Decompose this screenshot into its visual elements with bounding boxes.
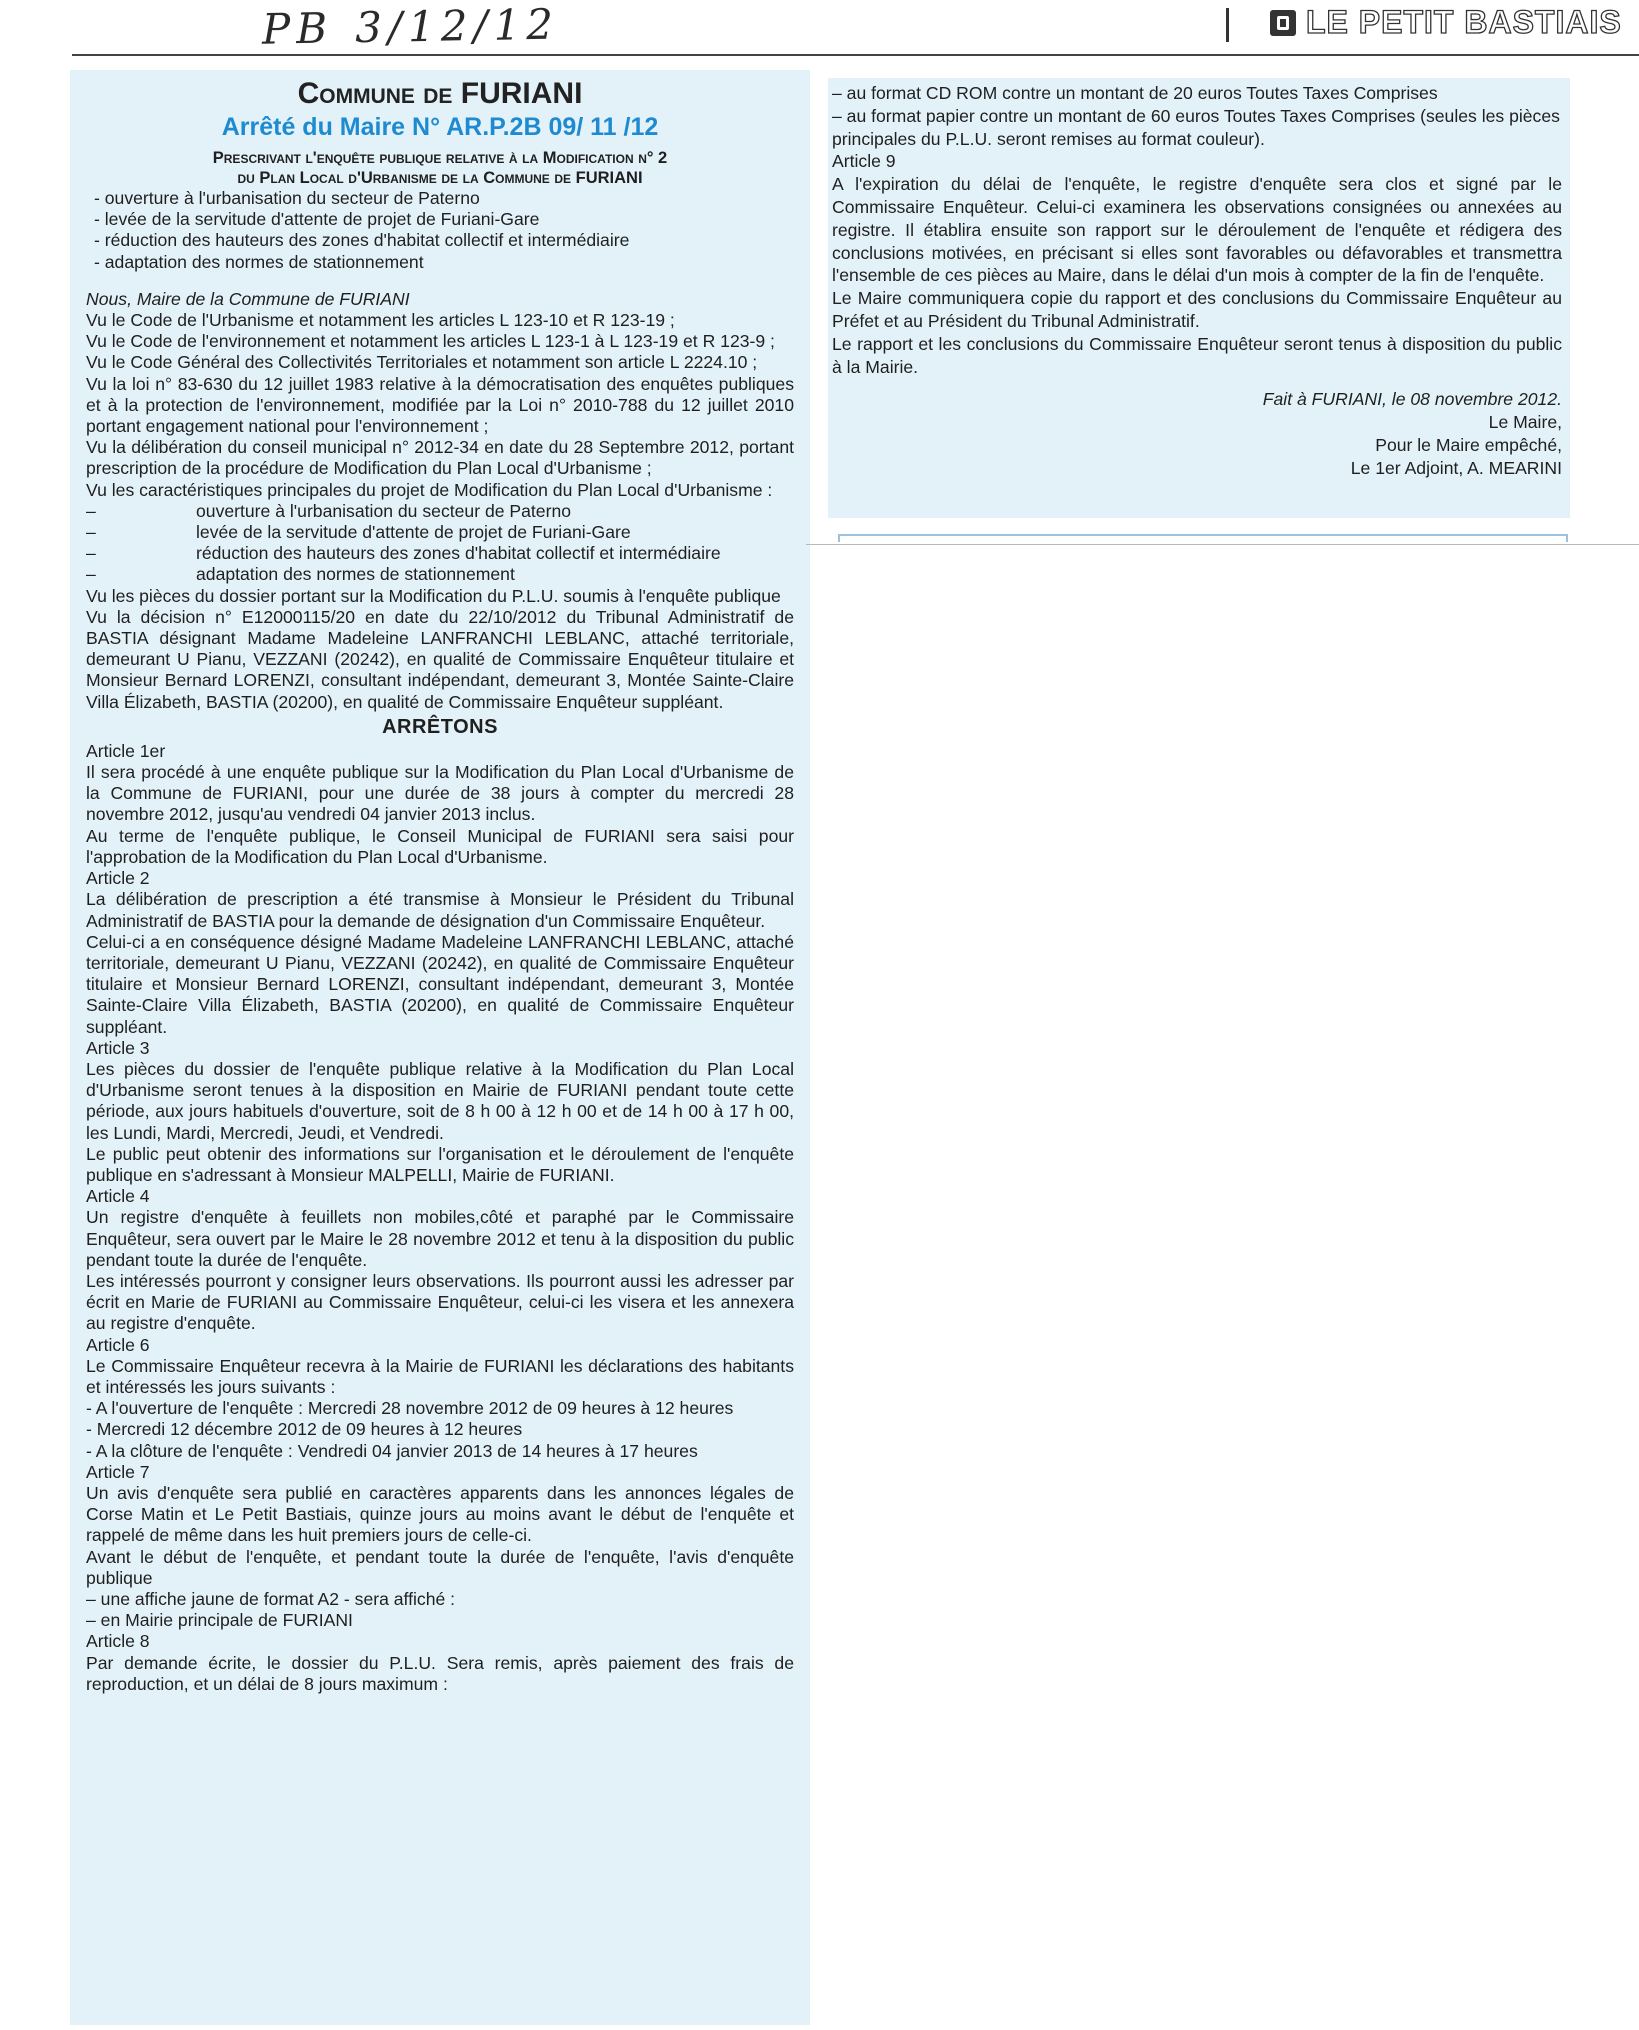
article-paragraph: Il sera procédé à une enquête publique sur la Modification du Plan Local d'Urbanisme de la Commune de FURIANI, pour une durée de 38 jours à compter du mercredi 28 novembre 2012, jusqu'au vendredi 04 janvier 2013 inclus. [86,762,794,825]
objective-item: - levée de la servitude d'attente de projet de Furiani-Gare [94,209,540,230]
considerant: Vu les caractéristiques principales du projet de Modification du Plan Local d'Urbanisme : [86,479,773,500]
publication-name: LE PETIT BASTIAIS [1306,4,1622,40]
article-paragraph: Un avis d'enquête sera publié en caractères apparents dans les annonces légales de Corse Matin et Le Petit Bastiais, quinze jours au moins avant le début de l'enquête et rappelé de même dans les huit premiers jours de celle-ci. [86,1482,794,1546]
objective-item: - adaptation des normes de stationnement [94,251,424,272]
objective-item: - ouverture à l'urbanisation du secteur de Paterno [94,188,480,208]
considerant: Vu la décision n° E12000115/20 en date du 22/10/2012 du Tribunal Administratif de BASTIA désignant Madame Madeleine LANFRANCHI LEBLANC, attaché territoriale, demeurant U Pianu, VEZZANI (20242), en qualité de Commissaire Enquêteur titulaire et Monsieur Bernard LORENZI, consultant indépendant, demeurant 3, Montée Sainte-Claire Villa Élizabeth, BASTIA (20200), en qualité de Commissaire Enquêteur suppléant. [86,606,794,712]
newspaper-logo-icon [1270,10,1296,36]
article-paragraph: A l'expiration du délai de l'enquête, le registre d'enquête sera clos et signé par le Commissaire Enquêteur. Celui-ci examinera les observations consignées ou annexées au registre. Il établira ensuite son rapport sur le déroulement de l'enquête et rédigera des conclusions motivées, en précisant si elles sont favorables ou défavorables et transmettra l'ensemble de ces pièces au Maire, dans le délai d'un mois à compter de la fin de l'enquête. [832,174,1562,286]
notice-right-column [828,78,1570,518]
signature-place-date: Fait à FURIANI, le 08 novembre 2012. [1262,389,1562,410]
signature-block [832,388,1562,479]
article-paragraph: Le rapport et les conclusions du Commissaire Enquêteur seront tenus à disposition du public à la Mairie. [832,333,1562,377]
brand-separator [1226,8,1229,42]
article-heading: Article 9 [832,151,896,172]
publication-logo [1270,4,1622,41]
article-paragraph: Les pièces du dossier de l'enquête publique relative à la Modification du Plan Local d'Urbanisme seront tenues à la disposition en Mairie de FURIANI pendant toute cette période, aux jours habituels d'ouverture, soit de 8 h 00 à 12 h 00 et de 14 h 00 à 17 h 00, les Lundi, Mardi, Mercredi, Jeudi, et Vendredi. [86,1058,794,1143]
article-heading: Article 1er [86,740,166,761]
column-rule [806,544,1639,545]
considerant: Vu la délibération du conseil municipal n° 2012-34 en date du 28 Septembre 2012, portant prescription de la procédure de Modification du Plan Local d'Urbanisme ; [86,437,794,479]
considerant: Vu le Code Général des Collectivités Territoriales et notamment son article L 2224.10 ; [86,352,758,373]
objective-item: - réduction des hauteurs des zones d'habitat collectif et intermédiaire [94,230,630,251]
adjacent-frame [838,534,1568,542]
signature-for-mayor: Pour le Maire empêché, [1375,434,1562,455]
notice-subtitle: Arrêté du Maire N° AR.P.2B 09/ 11 /12 [221,113,659,141]
article-paragraph: - A la clôture de l'enquête : Vendredi 04 janvier 2013 de 14 heures à 17 heures [86,1440,698,1461]
article-paragraph: La délibération de prescription a été transmise à Monsieur le Président du Tribunal Administratif de BASTIA pour la demande de désignation d'un Commissaire Enquêteur. [86,889,794,931]
feature-item: – levée de la servitude d'attente de projet de Furiani-Gare [86,522,631,543]
objectives-list [86,188,794,273]
article-paragraph: Les intéressés pourront y consigner leurs observations. Ils pourront aussi les adresser par écrit en Marie de FURIANI au Commissaire Enquêteur, celui-ci les visera et les annexera au registre d'enquête. [86,1270,794,1334]
arretons-heading: ARRÊTONS [382,715,498,738]
considerant: Vu le Code de l'environnement et notamment les articles L 123-1 à L 123-19 et R 123-9 ; [86,331,775,352]
article-heading: Article 2 [86,868,150,889]
handwritten-initials: PB [261,3,334,54]
article-paragraph: Le Commissaire Enquêteur recevra à la Mairie de FURIANI les déclarations des habitants et intéressés les jours suivants : [86,1355,794,1397]
article-paragraph: Avant le début de l'enquête, et pendant toute la durée de l'enquête, l'avis d'enquête publique [86,1546,794,1588]
article-paragraph: - A l'ouverture de l'enquête : Mercredi 28 novembre 2012 de 09 heures à 12 heures [86,1398,734,1419]
article-heading: Article 8 [86,1631,150,1652]
article-paragraph: Le Maire communiquera copie du rapport et des conclusions du Commissaire Enquêteur au Préfet et au Président du Tribunal Administratif. [832,288,1562,331]
notice-title: Commune de FURIANI [297,77,583,110]
article-paragraph: Au terme de l'enquête publique, le Conseil Municipal de FURIANI sera saisi pour l'approbation de la Modification du Plan Local d'Urbanisme. [86,825,794,867]
article-paragraph: – en Mairie principale de FURIANI [86,1610,353,1631]
article-paragraph: Par demande écrite, le dossier du P.L.U. Sera remis, après paiement des frais de reproduction, et un délai de 8 jours maximum : [86,1652,794,1694]
signature-role: Le Maire, [1488,412,1562,433]
articles-right [832,82,1562,378]
article-paragraph: - Mercredi 12 décembre 2012 de 09 heures à 12 heures [86,1419,523,1440]
header-rule [72,54,1639,56]
article-paragraph: – au format papier contre un montant de 60 euros Toutes Taxes Comprises (seules les pièces principales du P.L.U. seront remises au format couleur). [832,105,1560,149]
feature-item: – adaptation des normes de stationnement [86,564,515,585]
article-paragraph: – une affiche jaune de format A2 - sera affiché : [86,1589,456,1609]
article-heading: Article 6 [86,1334,150,1355]
feature-item: – réduction des hauteurs des zones d'habitat collectif et intermédiaire [86,543,721,564]
prescribing-line: Prescrivant l'enquête publique relative à la Modification n° 2 [212,149,668,167]
feature-item: – ouverture à l'urbanisation du secteur de Paterno [86,500,572,521]
prescribing-line: du Plan Local d'Urbanisme de la Commune de FURIANI [237,169,643,187]
article-heading: Article 3 [86,1037,150,1058]
article-heading: Article 7 [86,1461,150,1482]
article-paragraph: Le public peut obtenir des informations sur l'organisation et le déroulement de l'enquête publique en s'adressant à Monsieur MALPELLI, Mairie de FURIANI. [86,1143,794,1185]
notice-intro: Nous, Maire de la Commune de FURIANI [86,288,410,309]
signatory: Le 1er Adjoint, A. MEARINI [1350,457,1562,478]
articles-left [86,741,794,1695]
article-paragraph: Un registre d'enquête à feuillets non mobiles,côté et paraphé par le Commissaire Enquêteur, sera ouvert par le Maire le 28 novembre 2012 et tenu à la disposition du public pendant toute la durée de l'enquête. [86,1207,794,1270]
notice-left-column [70,70,810,2025]
considerant: Vu le Code de l'Urbanisme et notamment les articles L 123-10 et R 123-19 ; [86,310,675,331]
handwritten-date: 3/12/12 [354,0,560,53]
handwritten-note [262,0,582,54]
article-paragraph: Celui-ci a en conséquence désigné Madame Madeleine LANFRANCHI LEBLANC, attaché territoriale, demeurant U Pianu, VEZZANI (20242), en qualité de Commissaire Enquêteur titulaire et Monsieur Bernard LORENZI, consultant indépendant, demeurant 3, Montée Sainte-Claire Villa Élizabeth, BASTIA (20200), en qualité de Commissaire Enquêteur suppléant. [86,931,794,1037]
article-paragraph: – au format CD ROM contre un montant de 20 euros Toutes Taxes Comprises [832,83,1438,103]
article-heading: Article 4 [86,1186,150,1207]
considerant: Vu les pièces du dossier portant sur la Modification du P.L.U. soumis à l'enquête publique [86,585,781,606]
considerant: Vu la loi n° 83-630 du 12 juillet 1983 relative à la démocratisation des enquêtes publiques et à la protection de l'environnement, modifiée par la Loi n° 2010-788 du 12 juillet 2010 portant engagement national pour l'environnement ; [86,373,794,437]
